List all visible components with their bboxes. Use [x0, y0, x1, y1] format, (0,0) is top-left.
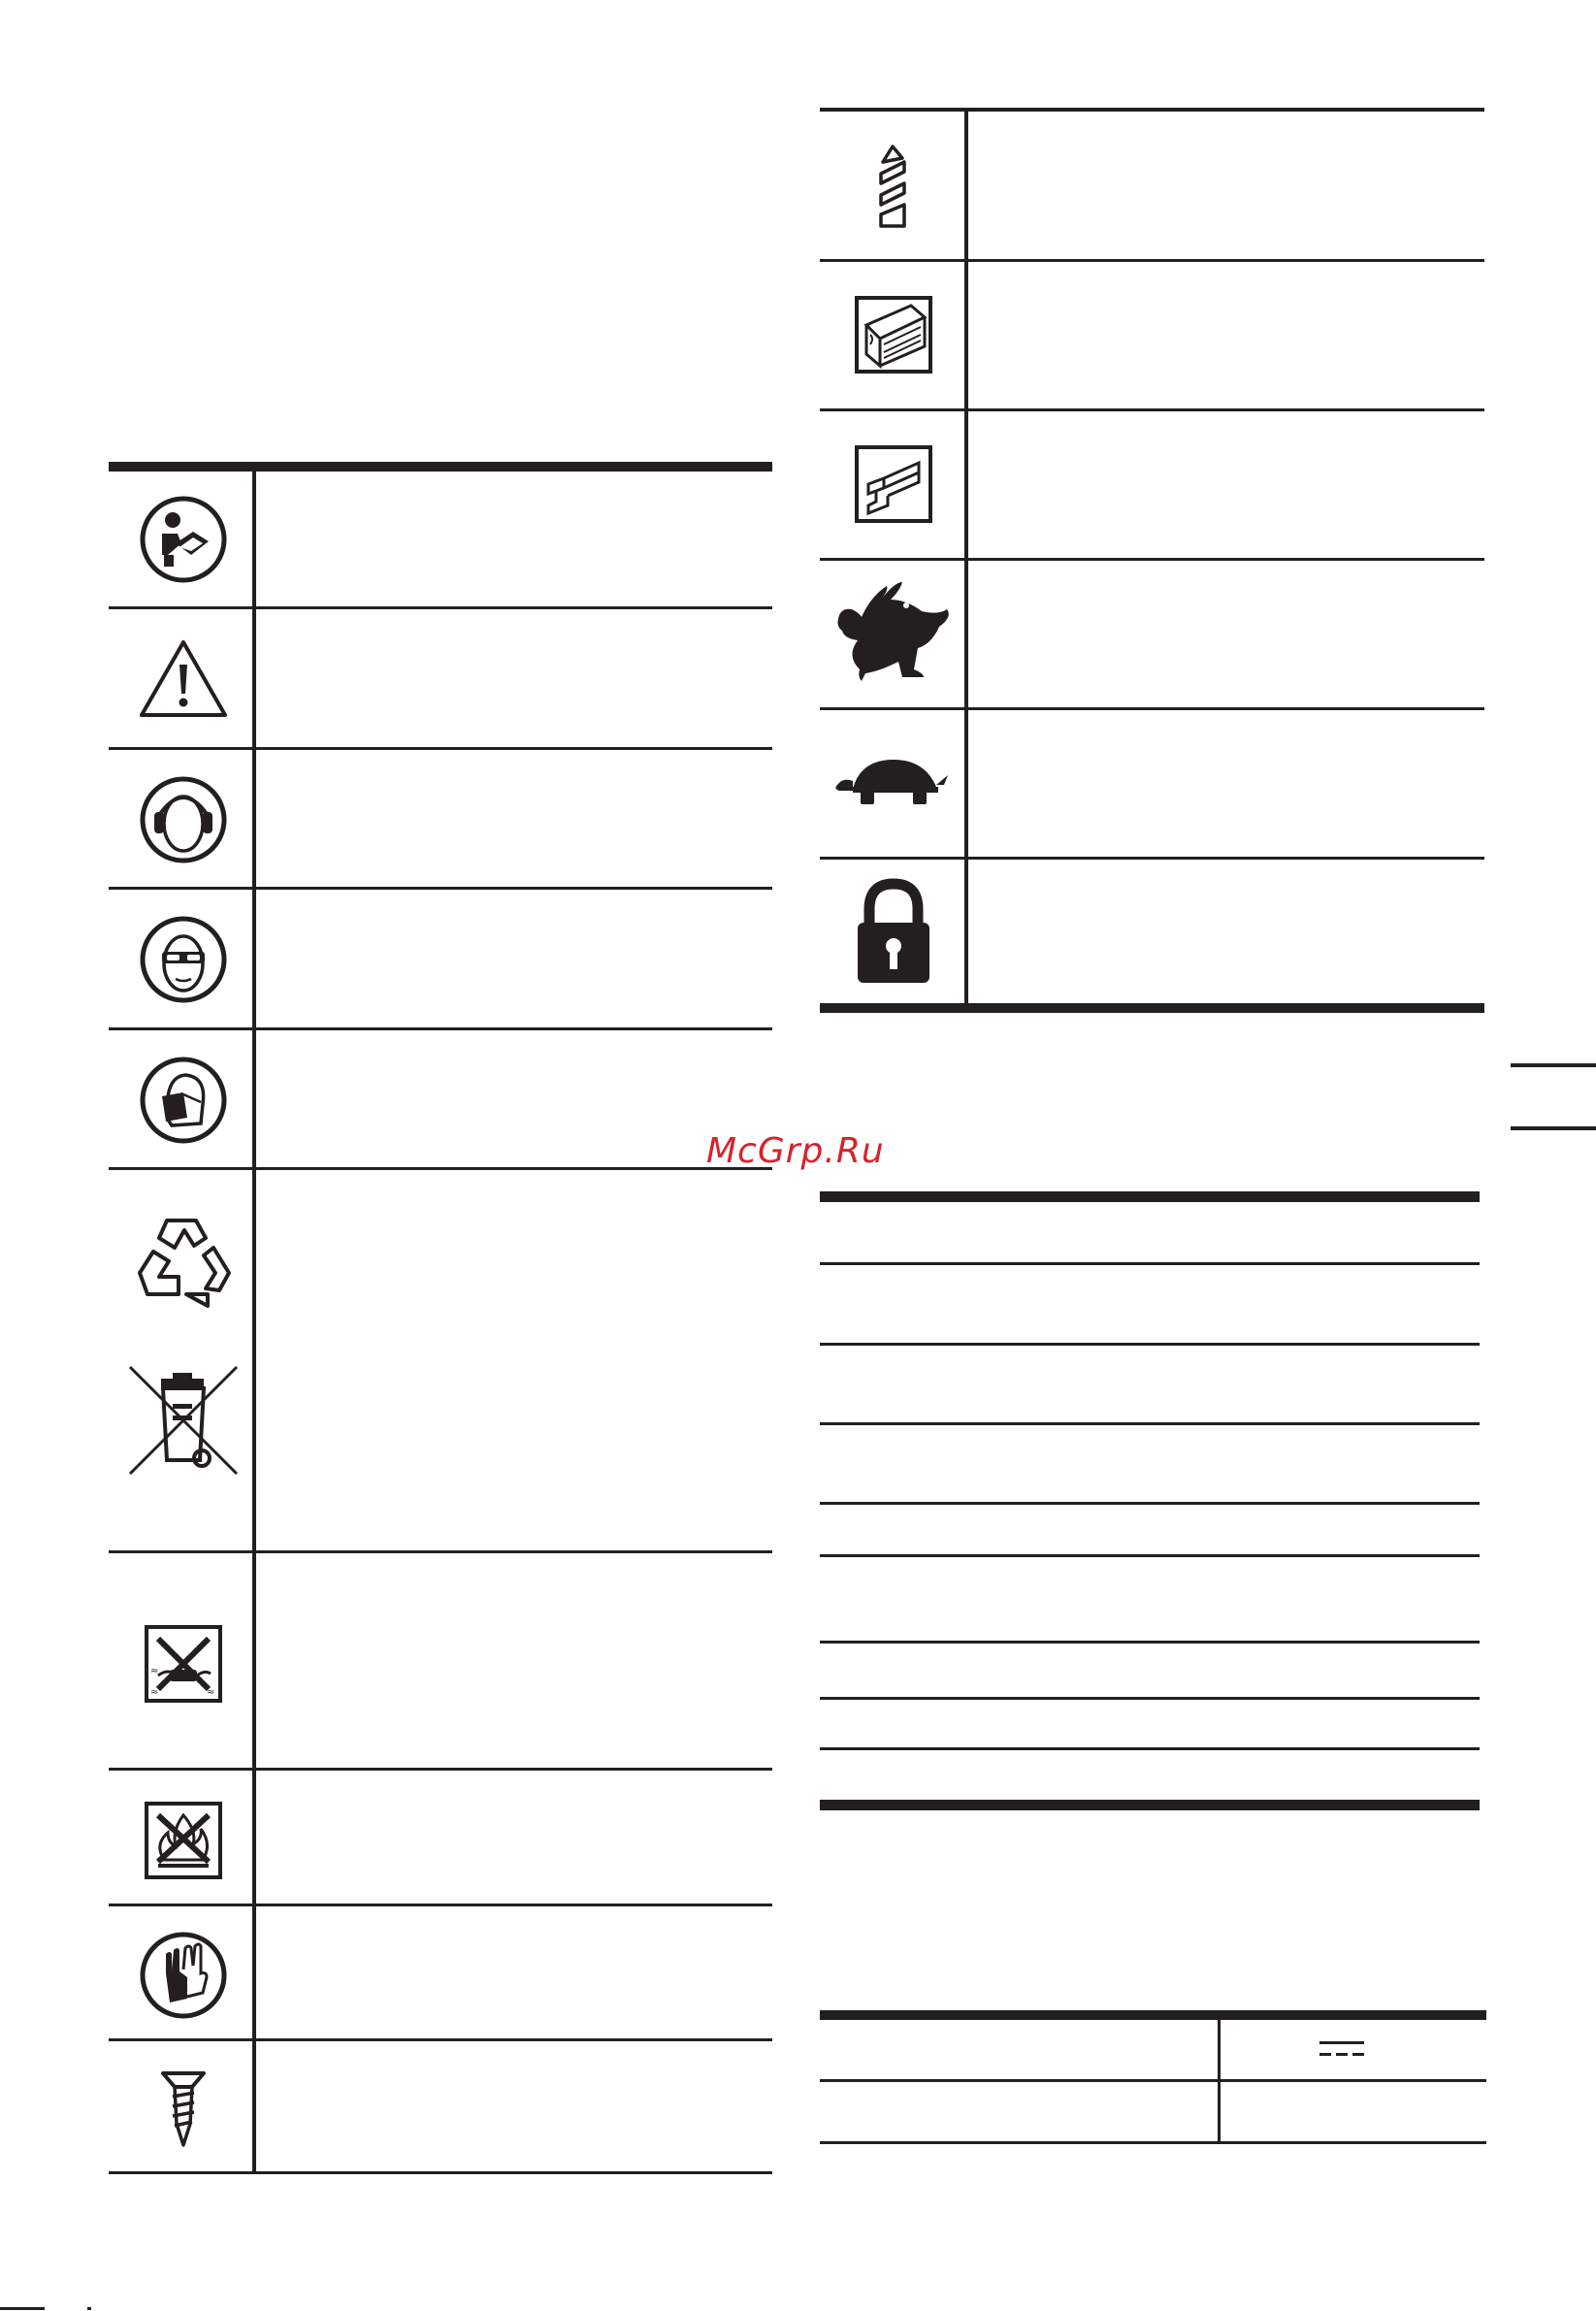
- table-row: [820, 1554, 1480, 1557]
- eye-protection-icon: [139, 915, 228, 1004]
- read-manual-icon: [139, 495, 228, 584]
- row-divider: [109, 606, 772, 609]
- table-row: [820, 1747, 1480, 1750]
- metal-icon: [855, 445, 932, 523]
- svg-text:≈: ≈: [150, 1687, 159, 1698]
- row-divider: [109, 1904, 772, 1906]
- table-top-rule: [109, 462, 772, 472]
- side-tab-mark: [1511, 1063, 1596, 1067]
- table-top-rule: [820, 2010, 1486, 2020]
- row-divider: [109, 1768, 772, 1771]
- table-bottom-rule: [820, 1003, 1484, 1013]
- watermark: McGrp.Ru: [706, 1131, 885, 1171]
- svg-text:≈: ≈: [207, 1687, 215, 1698]
- ear-protection-icon: [139, 775, 228, 864]
- table-top-rule: [820, 108, 1484, 112]
- row-divider: [820, 558, 1484, 561]
- gloves-icon: [139, 1931, 228, 2020]
- wood-icon: [855, 296, 932, 374]
- column-divider: [252, 472, 256, 2171]
- dust-mask-icon: [139, 1056, 228, 1145]
- crossed-out-bin-icon: [126, 1363, 241, 1478]
- table-row: [820, 1697, 1480, 1700]
- no-fire-icon: [145, 1802, 222, 1879]
- column-divider: [1218, 2020, 1221, 2144]
- table-top-rule: [820, 1191, 1480, 1202]
- table-row: [820, 2079, 1486, 2082]
- row-divider: [109, 1550, 772, 1553]
- row-divider: [820, 857, 1484, 860]
- row-divider: [109, 887, 772, 890]
- row-divider: [109, 747, 772, 750]
- footer-mark: [87, 2307, 91, 2310]
- no-water-icon: [145, 1625, 222, 1703]
- table-bottom-rule: [820, 1800, 1480, 1810]
- rabbit-fast-speed-icon: [832, 576, 953, 689]
- row-divider: [820, 259, 1484, 262]
- row-divider: [820, 408, 1484, 411]
- row-divider: [109, 1167, 772, 1170]
- svg-text:≈: ≈: [150, 1666, 159, 1676]
- screw-icon: [159, 2069, 208, 2149]
- warning-triangle-icon: [137, 637, 230, 721]
- table-row: [820, 1641, 1480, 1644]
- table-bottom-rule: [820, 2141, 1486, 2144]
- footer-mark: [0, 2307, 45, 2310]
- direct-current-icon: [1319, 2039, 1364, 2059]
- table-row: [820, 1502, 1480, 1505]
- table-bottom-rule: [109, 2171, 772, 2174]
- row-divider: [109, 2038, 772, 2041]
- drill-bit-icon: [875, 141, 910, 232]
- padlock-icon: [854, 876, 933, 987]
- row-divider: [820, 707, 1484, 710]
- row-divider: [109, 1027, 772, 1030]
- turtle-slow-speed-icon: [831, 752, 952, 812]
- table-row: [820, 1422, 1480, 1425]
- table-row: [820, 1262, 1480, 1265]
- side-tab-mark: [1511, 1126, 1596, 1130]
- recycle-icon: [130, 1213, 237, 1319]
- table-row: [820, 1343, 1480, 1346]
